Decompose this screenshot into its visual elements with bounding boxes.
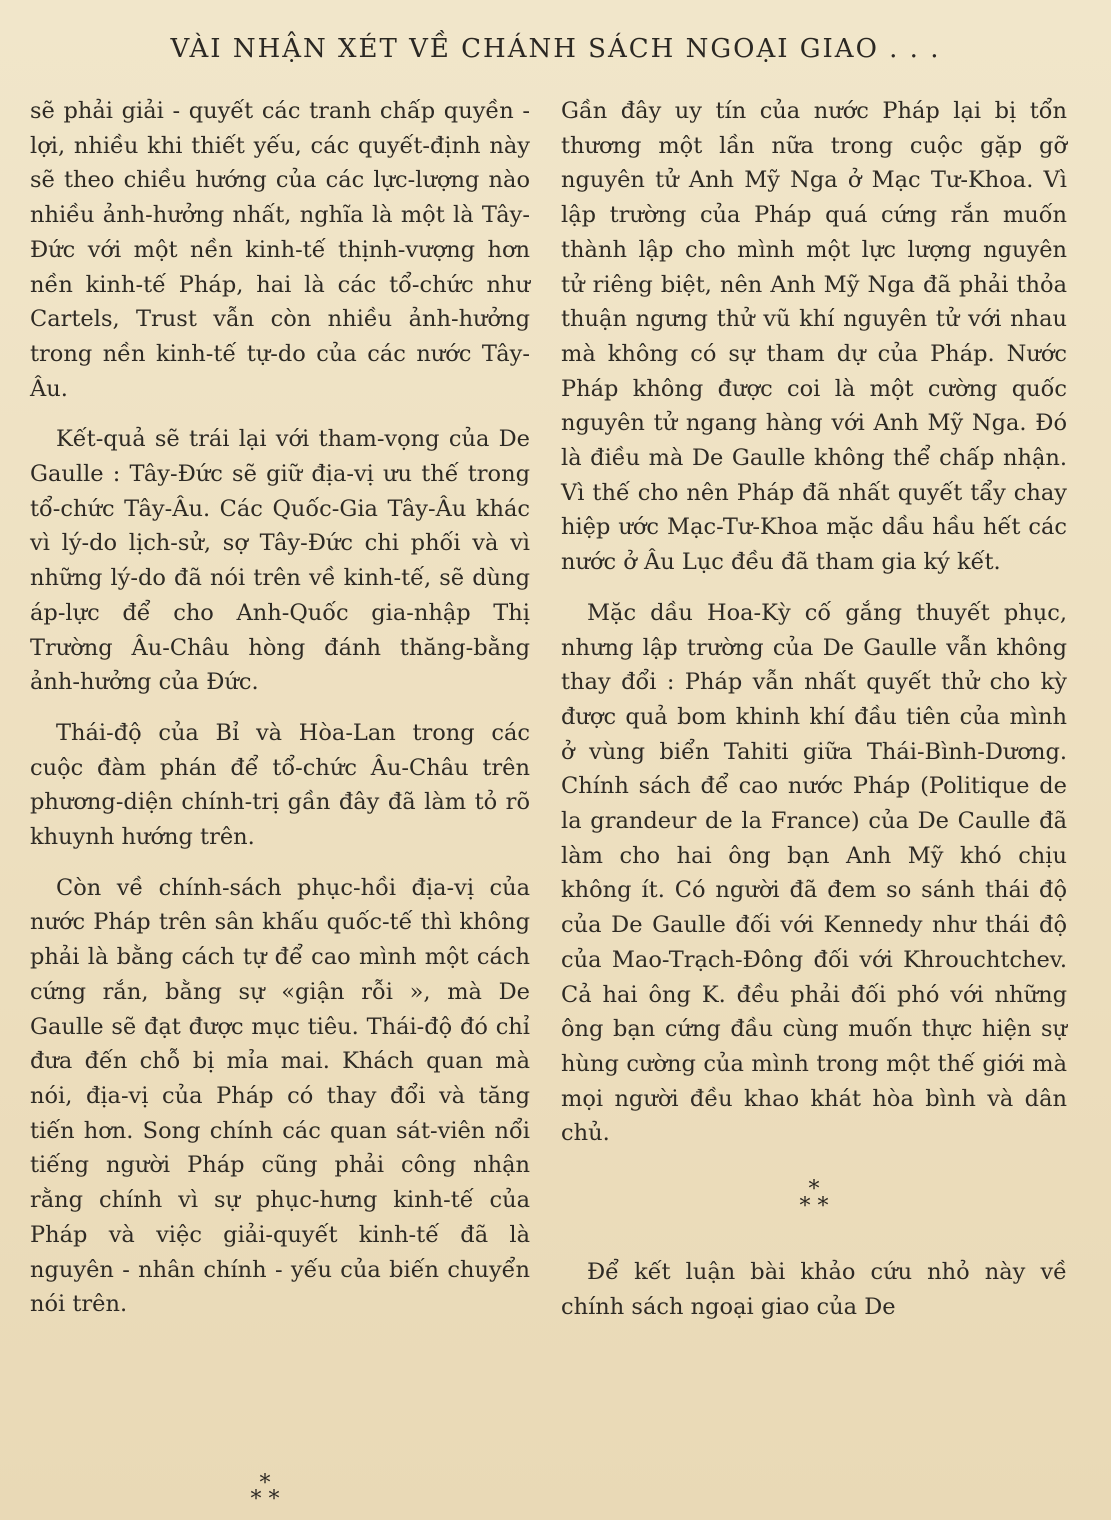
paragraph: Để kết luận bài khảo cứu nhỏ này về chính sách ngoại giao của De (561, 1259, 1067, 1320)
paragraph: sẽ phải giải - quyết các tranh chấp quyền - lợi, nhiều khi thiết yếu, các quyết-định này sẽ theo chiều hướng của các lực-lượng nào nhiều ảnh-hưởng nhất, nghĩa là một là Tây-Đức với một nền kinh-tế thịnh-vượng hơn nền kinh-tế Pháp, hai là các tổ-chức như Cartels, Trust vẫn còn nhiều ảnh-hưởng trong nền kinh-tế tự-do của các nước Tây-Âu. (30, 98, 530, 402)
left-column (30, 94, 530, 1338)
paragraph: Kết-quả sẽ trái lại với tham-vọng của De Gaulle : Tây-Đức sẽ giữ địa-vị ưu thế trong tổ-chức Tây-Âu. Các Quốc-Gia Tây-Âu khác vì lý-do lịch-sử, sợ Tây-Đức chi phối và vì những lý-do đã nói trên về kinh-tế, sẽ dùng áp-lực để cho Anh-Quốc gia-nhập Thị Trường Âu-Châu hòng đánh thăng-bằng ảnh-hưởng của Đức. (30, 426, 530, 696)
paragraph: Gần đây uy tín của nước Pháp lại bị tổn thương một lần nữa trong cuộc gặp gỡ nguyên tử Anh Mỹ Nga ở Mạc Tư-Khoa. Vì lập trường của Pháp quá cứng rắn muốn thành lập cho mình một lực lượng nguyên tử riêng biệt, nên Anh Mỹ Nga đã phải thỏa thuận ngưng thử vũ khí nguyên tử với nhau mà không có sự tham dự của Pháp. Nước Pháp không được coi là một cường quốc nguyên tử ngang hàng với Anh Mỹ Nga. Đó là điều mà De Gaulle không thể chấp nhận. Vì thế cho nên Pháp đã nhất quyết tẩy chay hiệp ước Mạc-Tư-Khoa mặc dầu hầu hết các nước ở Âu Lục đều đã tham gia ký kết. (561, 98, 1067, 576)
separator-glyph: * * * (799, 1177, 829, 1220)
right-column (561, 94, 1067, 1341)
running-header: VÀI NHẬN XÉT VỀ CHÁNH SÁCH NGOẠI GIAO . . . (170, 34, 941, 64)
separator-glyph: * * * (250, 1471, 280, 1512)
section-separator-right (561, 1177, 1067, 1220)
paragraph: Thái-độ của Bỉ và Hòa-Lan trong các cuộc đàm phán để tổ-chức Âu-Châu trên phương-diện chính-trị gần đây đã làm tỏ rõ khuynh hướng trên. (30, 719, 530, 851)
section-separator-left (0, 1471, 530, 1512)
paragraph: Mặc dầu Hoa-Kỳ cố gắng thuyết phục, nhưng lập trường của De Gaulle vẫn không thay đổi : Pháp vẫn nhất quyết thử cho kỳ được quả bom khinh khí đầu tiên của mình ở vùng biển Tahiti giữa Thái-Bình-Dương. Chính sách để cao nước Pháp (Politique de la grandeur de la France) của De Caulle đã làm cho hai ông bạn Anh Mỹ khó chịu không ít. Có người đã đem so sánh thái độ của De Gaulle đối với Kennedy như thái độ của Mao-Trạch-Đông đối với Khrouchtchev. Cả hai ông K. đều phải đối phó với những ông bạn cứng đầu cùng muốn thực hiện sự hùng cường của mình trong một thế giới mà mọi người đều khao khát hòa bình và dân chủ. (561, 599, 1067, 1147)
paragraph: Còn về chính-sách phục-hồi địa-vị của nước Pháp trên sân khấu quốc-tế thì không phải là bằng cách tự để cao mình một cách cứng rắn, bằng sự «giận rỗi », mà De Gaulle sẽ đạt được mục tiêu. Thái-độ đó chỉ đưa đến chỗ bị mỉa mai. Khách quan mà nói, địa-vị của Pháp có thay đổi và tăng tiến hơn. Song chính các quan sát-viên nổi tiếng người Pháp cũng phải công nhận rằng chính vì sự phục-hưng kinh-tế của Pháp và việc giải-quyết kinh-tế đã là nguyên - nhân chính - yếu của biến chuyển nói trên. (30, 874, 530, 1318)
